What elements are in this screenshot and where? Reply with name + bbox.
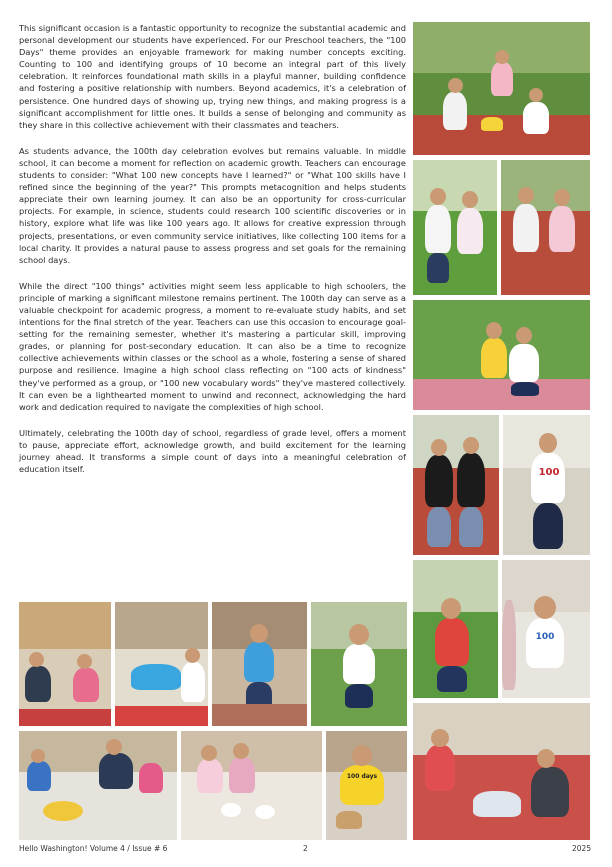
shirt-100-days-label: 100 <box>535 632 555 642</box>
photo-teacher-100-shirt <box>503 415 590 555</box>
photo-classroom-tables <box>19 602 111 726</box>
footer-publication: Hello Washington! Volume 4 / Issue # 6 <box>19 844 168 853</box>
photo-boy-100-days-sign <box>326 731 407 840</box>
sign-100-days-label: 100 days <box>346 773 378 780</box>
photo-two-girls-track <box>501 160 590 295</box>
photo-kids-cups-activity <box>413 703 590 840</box>
paragraph-middle-school: As students advance, the 100th day celebration evolves but remains valuable. In middle school, it can become a moment for reflection on academic growth. Teachers can encourage students to consider: "What 100 new concepts have I learned?" or "What 100 skills have I refined since the beginning of the year?" This prompts metacognition and helps students appreciate their own learning journey. It can also be an opportunity for cross-curricular projects. For example, in science, students could research 100 scientific discoveries or in history, explore what life was like 100 years ago. It allows for creative expression through projects, presentations, or even community service initiatives, like collecting 100 items for a local charity. It provides a natural pause to assess progress and set goals for the remaining school days. <box>19 145 406 265</box>
photo-teachers-popcorn-shirts <box>413 415 499 555</box>
article-body <box>19 22 406 489</box>
photo-craft-table <box>19 731 177 840</box>
photo-boy-grass-shirt <box>311 602 407 726</box>
shirt-100-label: 100 <box>538 467 560 478</box>
footer-page-number: 2 <box>303 844 308 853</box>
photo-boy-hallway <box>212 602 307 726</box>
paragraph-high-school: While the direct "100 things" activities might seem less applicable to high schoolers, the principle of marking a significant milestone remains pertinent. The 100th day can serve as a valuable checkpoint for academic progress, a moment to re-evaluate study habits, and set intentions for the final stretch of the year. Teachers can use this occasion to encourage goal-setting for the remaining semester, whether it's mastering a particular skill, improving grades, or planning for post-secondary education. It can also be a time to recognize collective achievements within classes or the school as a whole, fostering a sense of shared purpose and resilience. Imagine a high school class reflecting on "100 acts of kindness" they've performed as a group, or "100 new vocabulary words" they've mastered collectively. It can even be a lighthearted moment to unwind and reconnect, acknowledging the hard work and dedication required to navigate the complexities of high school. <box>19 280 406 412</box>
photo-two-girls-outdoor <box>413 160 497 295</box>
paragraph-conclusion: Ultimately, celebrating the 100th day of school, regardless of grade level, offers a moment to pause, appreciate effort, acknowledge growth, and build excitement for the learning journey ahead. It transforms a simple count of days into a meaningful celebration of education itself. <box>19 427 406 475</box>
photo-girls-paper-plates <box>181 731 322 840</box>
paragraph-preschool: This significant occasion is a fantastic opportunity to recognize the substantial academic and personal development our students have experienced. For our Preschool teachers, the "100 Days" theme provides an enjoyable framework for making number concepts exciting. Counting to 100 and identifying groups of 10 become an integral part of this lively celebration. It reinforces foundational math skills in a playful manner, building confidence and fostering a positive relationship with numbers. Beyond academics, it's a celebration of persistence. One hundred days of showing up, trying new things, and making progress is a significant accomplishment for little ones. It builds a sense of belonging and community as they share in this collective achievement with their classmates and teachers. <box>19 23 406 130</box>
photo-girls-on-turf <box>413 22 590 155</box>
photo-boy-candy-necklace <box>413 560 498 698</box>
photo-boy-100-shirt <box>502 560 590 698</box>
photo-kids-sitting-grass <box>413 300 590 410</box>
photo-classroom-blue-tray <box>115 602 208 726</box>
footer-year: 2025 <box>572 844 592 853</box>
